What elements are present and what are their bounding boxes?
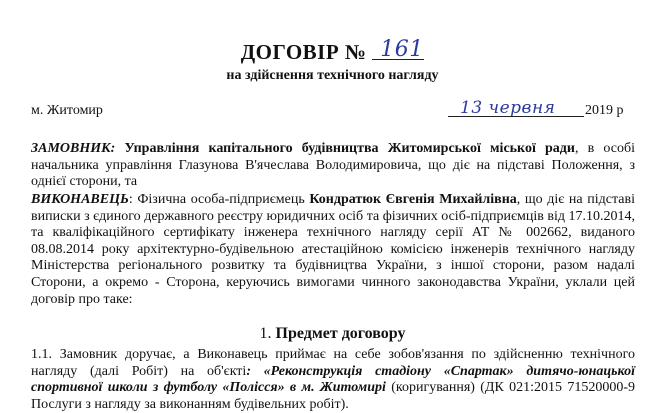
section-number: 1. xyxy=(259,325,272,342)
clause-object: : «Реконструкція стадіону «Спартак» дитячо-юнацької спортивної школи з футболу «Полісся» в м. Житомирі xyxy=(31,363,635,396)
contractor-paragraph xyxy=(31,192,635,308)
customer-label: ЗАМОВНИК: xyxy=(31,141,116,156)
contractor-label: ВИКОНАВЕЦЬ xyxy=(31,192,129,207)
contract-number-handwritten: 161 xyxy=(380,37,424,62)
contract-number-underline xyxy=(372,59,424,60)
contract-number-field xyxy=(372,37,424,62)
contract-title-text: ДОГОВІР № xyxy=(240,40,367,64)
section-title: Предмет договору xyxy=(275,325,406,342)
customer-name: Управління капітального будівництва Житомирської міської ради xyxy=(124,141,575,156)
contract-title xyxy=(0,37,665,64)
date-year: 2019 р xyxy=(585,103,624,118)
customer-details: , в особі начальника управління Глазунова В'ячеслава Володимировича, що діє на підставі Положення, з однієї сторони, та xyxy=(31,141,636,190)
contractor-details: , що діє на підставі виписки з єдиного державного реєстру юридичних осіб та фізичних осіб-підприємців від 17.10.2014, та кваліфікаційного сертифікату інженера технічного нагляду серії АТ № 002662, виданого 08.08.2014 року архітектурно-будівельною атестаційною комісією інженерів технічного нагляду Міністерства регіонального розвитку та будівництва України, з іншої сторони, разом надалі Сторони, а окремо - Сторона, керуючись вимогами чинного законодавства України, уклали цей договір про таке: xyxy=(31,192,635,307)
date-field xyxy=(448,98,630,120)
clause-text-b: (коригування) (ДК 021:2015 71520000-9 Послуги з нагляду за виконанням будівельних робіт). xyxy=(31,380,635,412)
city-label: м. Житомир xyxy=(31,103,103,118)
clause-1-1 xyxy=(31,347,635,413)
clause-text-a: 1.1. Замовник доручає, а Виконавець приймає на себе зобов'язання по здійсненню технічного нагляду (далі Робіт) на об'єкті xyxy=(31,347,635,379)
section-heading xyxy=(0,325,665,343)
contractor-name: Кондратюк Євгенія Михайлівна xyxy=(309,192,517,207)
contractor-intro: : Фізична особа-підприємець xyxy=(128,192,310,207)
contract-subtitle: на здійснення технічного нагляду xyxy=(226,68,439,83)
customer-paragraph xyxy=(31,141,635,191)
date-underline xyxy=(448,116,584,117)
date-handwritten: 13 червня xyxy=(460,98,556,118)
